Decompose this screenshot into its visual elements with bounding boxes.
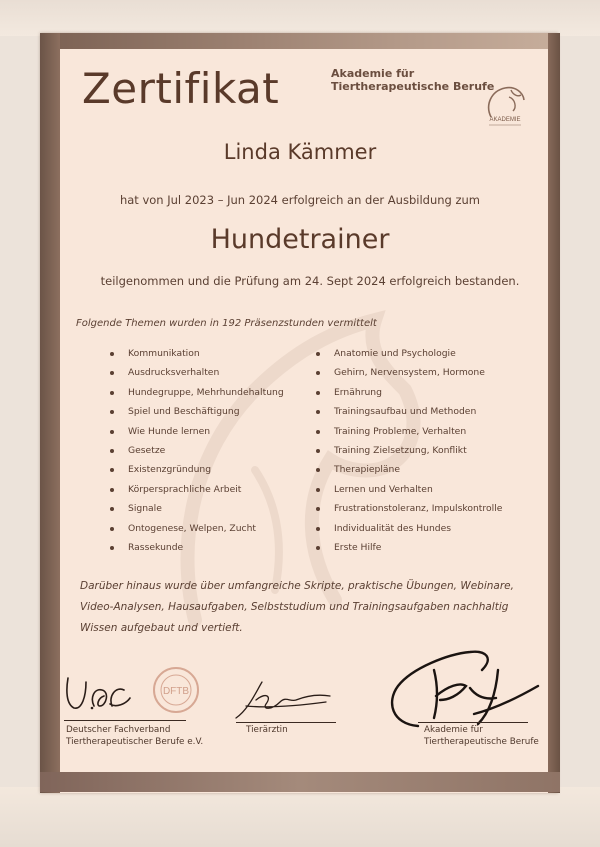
topic-item: Training Zielsetzung, Konflikt (316, 441, 502, 460)
photo-background-top (0, 0, 600, 36)
topic-item: Spiel und Beschäftigung (110, 402, 284, 421)
dftb-stamp (148, 662, 204, 718)
stamp-text: DFTB (162, 686, 190, 697)
signature-line-right (418, 722, 528, 723)
course-title: Hundetrainer (210, 224, 390, 255)
certificate-title: Zertifikat (82, 64, 280, 113)
topic-item: Existenzgründung (110, 460, 284, 479)
photo-background-bottom (0, 787, 600, 847)
topics-right-list (316, 344, 502, 557)
topic-item: Wie Hunde lernen (110, 422, 284, 441)
topic-item: Körpersprachliche Arbeit (110, 480, 284, 499)
topics-intro: Folgende Themen wurden in 192 Präsenzstunden vermittelt (76, 318, 377, 329)
topic-item: Kommunikation (110, 344, 284, 363)
signature-label-line: Tiertherapeutische Berufe (424, 737, 539, 747)
signature-label-left (66, 724, 203, 748)
academy-logo (481, 83, 529, 129)
closing-paragraph: Darüber hinaus wurde über umfangreiche Skripte, praktische Übungen, Webinare, Video-Analysen, Hausaufgaben, Selbststudium und Trainingsaufgaben nachhaltig Wissen aufgebaut und vertieft. (80, 580, 514, 634)
topic-item: Anatomie und Psychologie (316, 344, 502, 363)
topic-item: Erste Hilfe (316, 538, 502, 557)
signature-middle (226, 672, 356, 727)
topic-item: Trainingsaufbau und Methoden (316, 402, 502, 421)
exam-result-text: teilgenommen und die Prüfung am 24. Sept 2024 erfolgreich bestanden. (100, 274, 520, 288)
signature-label-right (424, 724, 539, 748)
signature-label-line: Tiertherapeutischer Berufe e.V. (66, 737, 204, 747)
topic-item: Lernen und Verhalten (316, 480, 502, 499)
signature-line-middle (236, 722, 336, 723)
recipient-name: Linda Kämmer (223, 140, 377, 164)
topic-item: Hundegruppe, Mehrhundehaltung (110, 383, 284, 402)
logo-text: AKADEMIE (489, 117, 521, 123)
signature-label-line: Akademie für (424, 725, 483, 735)
topic-item: Ontogenese, Welpen, Zucht (110, 519, 284, 538)
topic-item: Gehirn, Nervensystem, Hormone (316, 363, 502, 382)
topic-item: Frustrationstoleranz, Impulskontrolle (316, 499, 502, 518)
signature-label-middle: Tierärztin (246, 725, 288, 735)
academy-name: Akademie für Tiertherapeutische Berufe (331, 67, 495, 93)
topic-item: Gesetze (110, 441, 284, 460)
signature-line-left (64, 720, 186, 721)
topic-item: Ausdrucksverhalten (110, 363, 284, 382)
topic-item: Training Probleme, Verhalten (316, 422, 502, 441)
frame-top (40, 33, 560, 49)
topic-item: Ernährung (316, 383, 502, 402)
topic-item: Signale (110, 499, 284, 518)
topic-item: Therapiepläne (316, 460, 502, 479)
topics-left-list (110, 344, 284, 557)
topic-item: Individualität des Hundes (316, 519, 502, 538)
signature-label-line: Deutscher Fachverband (66, 725, 171, 735)
topic-item: Rassekunde (110, 538, 284, 557)
frame-bottom (40, 772, 560, 792)
training-period-text: hat von Jul 2023 – Jun 2024 erfolgreich an der Ausbildung zum (119, 193, 481, 207)
